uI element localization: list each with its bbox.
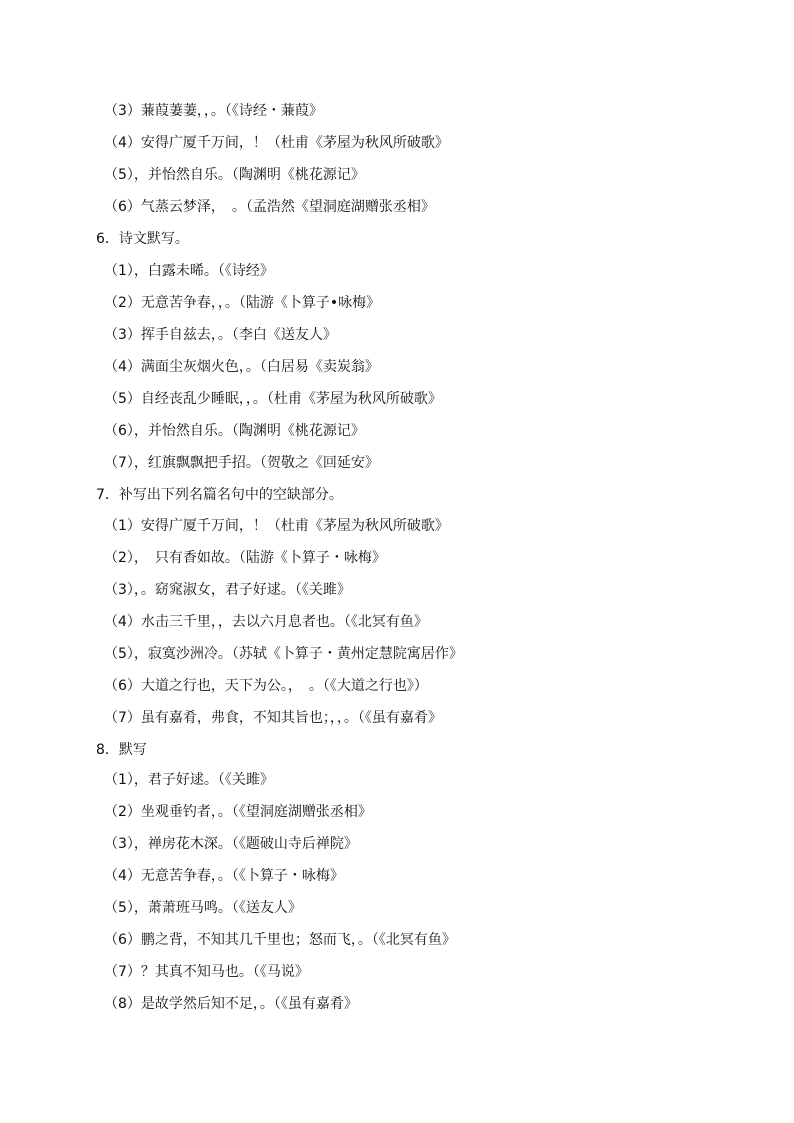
- item-6-1: （1），白露未晞。（《诗经》: [104, 263, 274, 279]
- item-5-3: （3）蒹葭萋萋，，。（《诗经・蒹葭》: [104, 103, 323, 119]
- item-6-5: （5）自经丧乱少睡眠，，。（杜甫《茅屋为秋风所破歌》: [104, 391, 442, 407]
- question-7-heading: 7．补写出下列名篇名句中的空缺部分。: [96, 487, 343, 503]
- item-8-7: （7）？其真不知马也。（《马说》: [104, 964, 309, 980]
- item-7-2: （2）， 只有香如故。（陆游《卜算子・咏梅》: [104, 550, 386, 566]
- item-7-1: （1）安得广厦千万间，！（杜甫《茅屋为秋风所破歌》: [104, 518, 449, 534]
- item-8-5: （5），萧萧班马鸣。（《送友人》: [104, 900, 302, 916]
- item-5-6: （6）气蒸云梦泽， 。（孟浩然《望洞庭湖赠张丞相》: [104, 199, 435, 215]
- item-8-8: （8）是故学然后知不足，。（《虽有嘉肴》: [104, 996, 358, 1012]
- item-6-3: （3）挥手自兹去，。（李白《送友人》: [104, 327, 337, 343]
- item-6-4: （4）满面尘灰烟火色，。（白居易《卖炭翁》: [104, 359, 379, 375]
- item-6-2: （2）无意苦争春，，。（陆游《卜算子•咏梅》: [104, 295, 381, 311]
- item-5-5: （5），并怡然自乐。（陶渊明《桃花源记》: [104, 167, 365, 183]
- item-7-6: （6）大道之行也，天下为公。， 。（《大道之行也》）: [104, 678, 428, 694]
- item-6-6: （6），并怡然自乐。（陶渊明《桃花源记》: [104, 423, 365, 439]
- item-8-1: （1），君子好逑。（《关雎》: [104, 772, 274, 788]
- item-7-3: （3），。窈窕淑女，君子好逑。（《关雎》: [104, 582, 351, 598]
- item-8-2: （2）坐观垂钓者，。（《望洞庭湖赠张丞相》: [104, 804, 372, 820]
- item-8-4: （4）无意苦争春，。（《卜算子・咏梅》: [104, 868, 344, 884]
- item-7-5: （5），寂寞沙洲冷。（苏轼《卜算子・黄州定慧院寓居作》: [104, 646, 463, 662]
- item-7-4: （4）水击三千里，，去以六月息者也。（《北冥有鱼》: [104, 614, 428, 630]
- question-8-heading: 8．默写: [96, 742, 147, 758]
- item-6-7: （7），红旗飘飘把手招。（贺敬之《回延安》: [104, 455, 379, 471]
- question-6-heading: 6．诗文默写。: [96, 231, 189, 247]
- item-7-7: （7）虽有嘉肴，弗食，不知其旨也；，，。（《虽有嘉肴》: [104, 710, 442, 726]
- item-5-4: （4）安得广厦千万间，！（杜甫《茅屋为秋风所破歌》: [104, 135, 449, 151]
- item-8-6: （6）鹏之背，不知其几千里也；怒而飞，。（《北冥有鱼》: [104, 932, 456, 948]
- item-8-3: （3），禅房花木深。（《题破山寺后禅院》: [104, 836, 358, 852]
